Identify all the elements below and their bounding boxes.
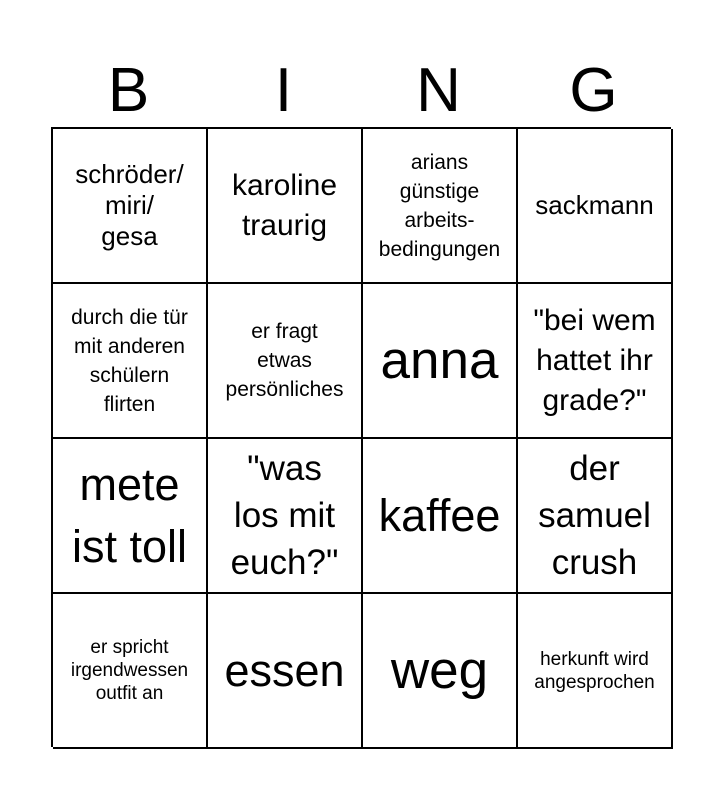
bingo-cell[interactable]	[518, 439, 673, 594]
bingo-cell[interactable]	[208, 594, 363, 749]
cell-text: sackmann	[535, 190, 654, 220]
cell-text: anna	[380, 330, 499, 390]
cell-text: kaffee	[378, 489, 501, 541]
header-letter-i: I	[274, 56, 293, 125]
bingo-cell[interactable]	[518, 129, 673, 284]
cell-text: er fragt etwas persönliches	[225, 320, 344, 401]
bingo-cell[interactable]	[208, 284, 363, 439]
bingo-cell[interactable]	[363, 594, 518, 749]
cell-text: "was los mit euch?"	[230, 449, 339, 582]
cell-text: karoline traurig	[231, 168, 338, 242]
header-letter-n: N	[416, 56, 461, 125]
cell-text: durch die tür mit anderen schülern flirten	[71, 305, 188, 416]
cell-text: herkunft wird angesprochen	[534, 648, 655, 693]
bingo-cell[interactable]	[363, 439, 518, 594]
cell-text: er spricht irgendwessen outfit an	[70, 637, 189, 704]
cell-text: mete ist toll	[71, 458, 188, 572]
bingo-cell[interactable]	[208, 439, 363, 594]
bingo-grid	[51, 127, 671, 747]
bingo-header	[51, 55, 671, 127]
bingo-cell[interactable]	[363, 284, 518, 439]
bingo-cell[interactable]	[363, 129, 518, 284]
header-letter-b: B	[107, 56, 150, 125]
cell-text: weg	[390, 640, 489, 700]
bingo-cell[interactable]	[208, 129, 363, 284]
bingo-cell[interactable]	[518, 284, 673, 439]
bingo-cell[interactable]	[53, 284, 208, 439]
header-letter-g: G	[569, 56, 618, 125]
cell-text: der samuel crush	[538, 449, 651, 582]
cell-text: arians günstige arbeits- bedingungen	[378, 150, 501, 261]
cell-text: schröder/ miri/ gesa	[75, 159, 184, 251]
bingo-cell[interactable]	[53, 594, 208, 749]
bingo-cell[interactable]	[518, 594, 673, 749]
bingo-cell[interactable]	[53, 439, 208, 594]
cell-text: "bei wem hattet ihr grade?"	[533, 303, 656, 417]
bingo-cell[interactable]	[53, 129, 208, 284]
cell-text: essen	[224, 644, 345, 696]
